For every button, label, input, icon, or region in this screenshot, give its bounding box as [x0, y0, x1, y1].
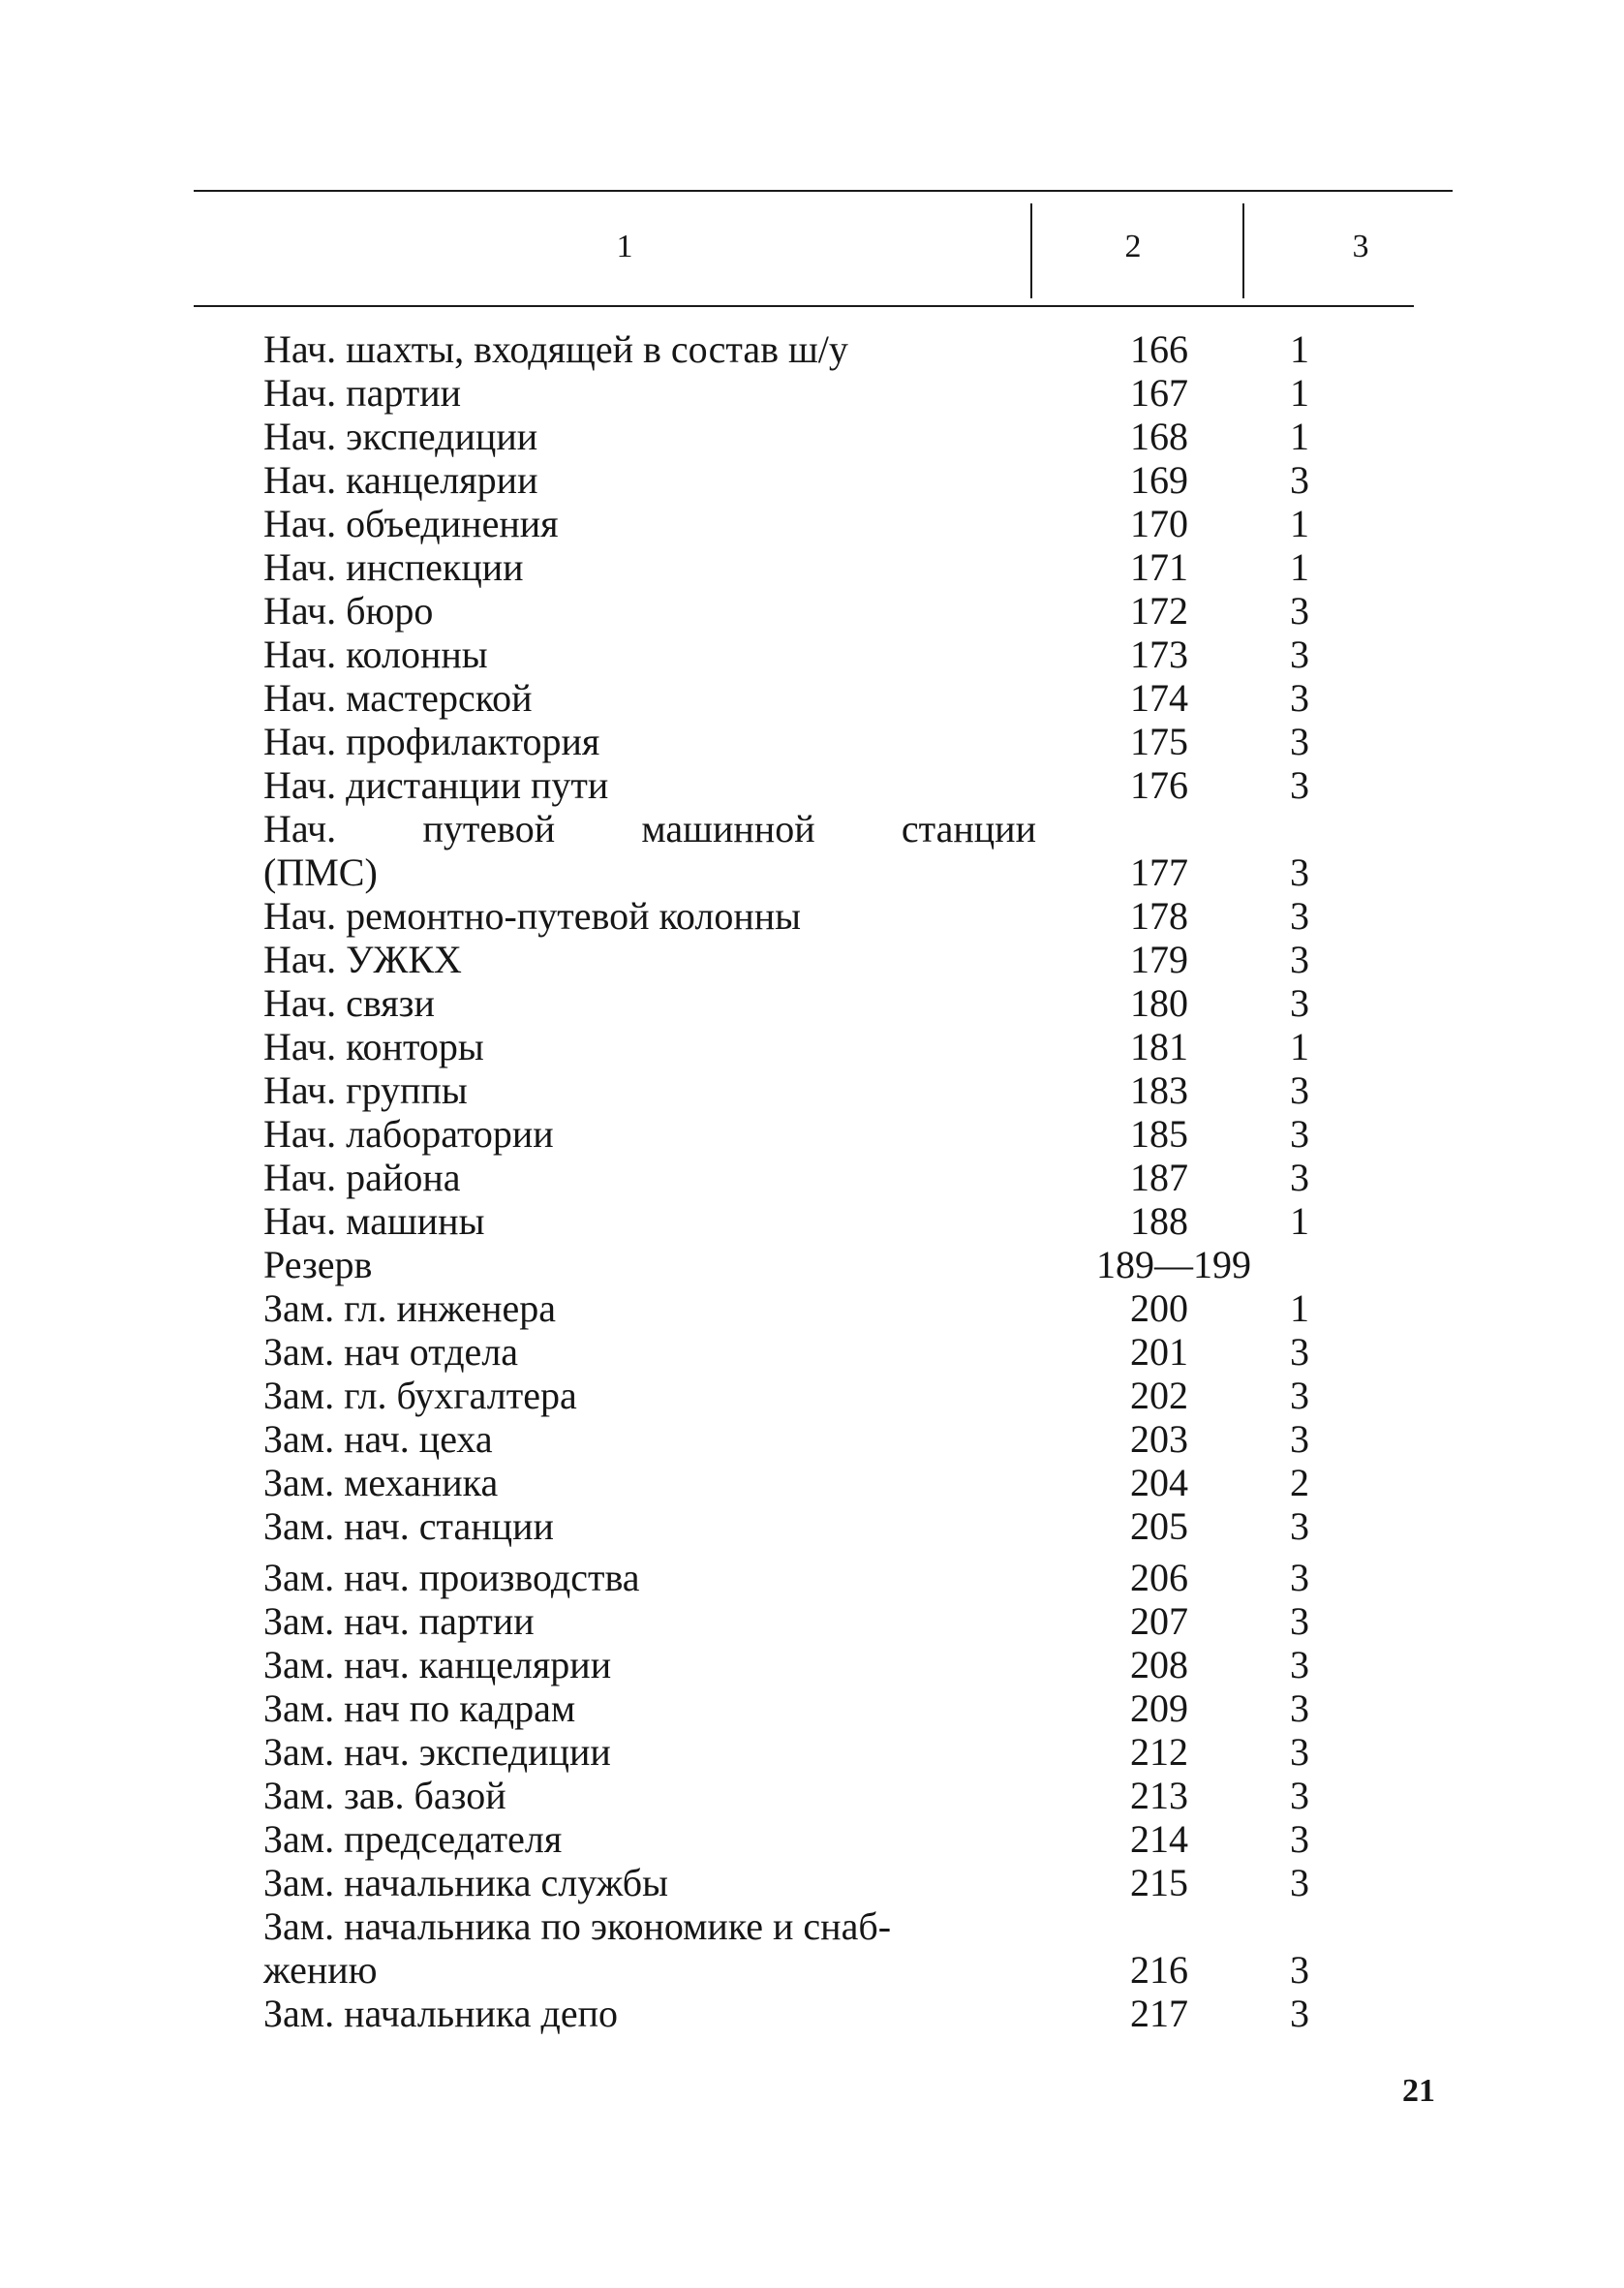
- position-category: 1: [1290, 1199, 1309, 1243]
- position-title: Зам. начальника службы: [263, 1861, 669, 1904]
- position-category: 3: [1290, 763, 1309, 807]
- table-row: [263, 327, 1377, 371]
- position-category: 3: [1290, 1948, 1309, 1992]
- position-category: 3: [1290, 1599, 1309, 1643]
- position-code: 206: [1130, 1556, 1188, 1599]
- position-code: 180: [1130, 981, 1188, 1025]
- position-category: 1: [1290, 1025, 1309, 1068]
- position-category: 3: [1290, 1861, 1309, 1904]
- position-title: Нач. объединения: [263, 502, 559, 545]
- position-category: 1: [1290, 371, 1309, 415]
- position-category: 3: [1290, 1330, 1309, 1374]
- position-code: 185: [1130, 1112, 1188, 1156]
- position-code: 209: [1130, 1686, 1188, 1730]
- position-category: 3: [1290, 1068, 1309, 1112]
- table-row: [263, 1243, 1377, 1286]
- table-row: [263, 458, 1377, 502]
- position-code: 171: [1130, 545, 1188, 589]
- position-title: Нач. группы: [263, 1068, 468, 1112]
- position-code: 166: [1130, 327, 1188, 371]
- position-title: Зам. нач отдела: [263, 1330, 519, 1374]
- table-row: [263, 1774, 1377, 1817]
- position-title: Зам. гл. инженера: [263, 1286, 557, 1330]
- table-row: [263, 1686, 1377, 1730]
- position-category: 3: [1290, 1992, 1309, 2035]
- position-category: 1: [1290, 327, 1309, 371]
- table-header-rule: [194, 305, 1414, 307]
- position-code: 205: [1130, 1504, 1188, 1548]
- position-category: 3: [1290, 1556, 1309, 1599]
- position-category: 3: [1290, 1374, 1309, 1417]
- table-row: [263, 633, 1377, 676]
- column-divider-1: [1030, 203, 1032, 298]
- position-code: 204: [1130, 1461, 1188, 1504]
- table-row: [263, 1286, 1377, 1330]
- position-title: Нач. бюро: [263, 589, 434, 633]
- table-row: [263, 676, 1377, 720]
- position-title: Нач. района: [263, 1156, 461, 1199]
- table-row: [263, 1199, 1377, 1243]
- position-title: (ПМС): [263, 850, 378, 894]
- table-row: [263, 1025, 1377, 1068]
- position-category: 3: [1290, 1730, 1309, 1774]
- position-code: 183: [1130, 1068, 1188, 1112]
- position-code: 179: [1130, 938, 1188, 981]
- position-category: 3: [1290, 589, 1309, 633]
- position-title: Резерв: [263, 1243, 373, 1286]
- position-code: 208: [1130, 1643, 1188, 1686]
- table-row: [263, 1068, 1377, 1112]
- table-row: [263, 1504, 1377, 1548]
- position-title: Зам. нач. партии: [263, 1599, 535, 1643]
- table-row: [263, 371, 1377, 415]
- position-code: 213: [1130, 1774, 1188, 1817]
- position-code: 178: [1130, 894, 1188, 938]
- position-title: Зам. зав. базой: [263, 1774, 506, 1817]
- table-row: [263, 1417, 1377, 1461]
- table-row: [263, 894, 1377, 938]
- table-row: [263, 589, 1377, 633]
- table-row: [263, 1461, 1377, 1504]
- position-code: 216: [1130, 1948, 1188, 1992]
- position-code: 176: [1130, 763, 1188, 807]
- position-category: 3: [1290, 720, 1309, 763]
- table-row: [263, 1904, 1377, 1948]
- table-row: [263, 545, 1377, 589]
- position-code: 207: [1130, 1599, 1188, 1643]
- position-title: Нач. колонны: [263, 633, 488, 676]
- position-code: 168: [1130, 415, 1188, 458]
- position-code: 181: [1130, 1025, 1188, 1068]
- table-row: [263, 1156, 1377, 1199]
- position-code: 170: [1130, 502, 1188, 545]
- position-title: Нач. УЖКХ: [263, 938, 462, 981]
- position-title: Нач. конторы: [263, 1025, 484, 1068]
- position-category: 3: [1290, 1504, 1309, 1548]
- position-code: 203: [1130, 1417, 1188, 1461]
- position-title: Нач. машины: [263, 1199, 485, 1243]
- table-row: [263, 1599, 1377, 1643]
- position-title: Зам. гл. бухгалтера: [263, 1374, 577, 1417]
- position-title: Нач. экспедиции: [263, 415, 538, 458]
- position-category: 1: [1290, 415, 1309, 458]
- page-number: 21: [1402, 2073, 1435, 2109]
- position-title: Зам. нач. канцелярии: [263, 1643, 612, 1686]
- position-title: Зам. нач. производства: [263, 1556, 640, 1599]
- position-title: Зам. начальника депо: [263, 1992, 618, 2035]
- position-title: Нач. мастерской: [263, 676, 533, 720]
- position-code: 174: [1130, 676, 1188, 720]
- position-category: 3: [1290, 676, 1309, 720]
- position-title: Нач. канцелярии: [263, 458, 538, 502]
- table-row: [263, 1374, 1377, 1417]
- position-title: Нач. ремонтно-путевой колонны: [263, 894, 802, 938]
- position-title: Нач. инспекции: [263, 545, 524, 589]
- position-category: 3: [1290, 1643, 1309, 1686]
- position-category: 3: [1290, 458, 1309, 502]
- position-code: 212: [1130, 1730, 1188, 1774]
- position-title: Зам. начальника по экономике и снаб-: [263, 1904, 892, 1948]
- position-code: 215: [1130, 1861, 1188, 1904]
- position-title: Нач. дистанции пути: [263, 763, 609, 807]
- table-row: [263, 415, 1377, 458]
- position-code: 177: [1130, 850, 1188, 894]
- position-code: 214: [1130, 1817, 1188, 1861]
- position-code: 175: [1130, 720, 1188, 763]
- position-code: 172: [1130, 589, 1188, 633]
- position-title: Зам. нач по кадрам: [263, 1686, 576, 1730]
- position-category: 3: [1290, 1417, 1309, 1461]
- position-category: 3: [1290, 1686, 1309, 1730]
- table-row: [263, 1112, 1377, 1156]
- position-category: 3: [1290, 1774, 1309, 1817]
- position-category: 1: [1290, 1286, 1309, 1330]
- position-code: 173: [1130, 633, 1188, 676]
- column-divider-2: [1242, 203, 1244, 298]
- position-code: 188: [1130, 1199, 1188, 1243]
- position-category: 3: [1290, 1156, 1309, 1199]
- position-title: Зам. нач. станции: [263, 1504, 554, 1548]
- position-code: 167: [1130, 371, 1188, 415]
- position-title: Нач. путевой машинной станции: [263, 807, 1036, 850]
- table-row: [263, 502, 1377, 545]
- position-code: 217: [1130, 1992, 1188, 2035]
- table-row: [263, 1330, 1377, 1374]
- position-category: 3: [1290, 850, 1309, 894]
- position-code: 187: [1130, 1156, 1188, 1199]
- position-category: 2: [1290, 1461, 1309, 1504]
- position-code: 189—199: [1096, 1243, 1251, 1286]
- position-title: Зам. механика: [263, 1461, 499, 1504]
- position-title: Зам. председателя: [263, 1817, 563, 1861]
- table-top-rule: [194, 190, 1453, 192]
- position-code: 200: [1130, 1286, 1188, 1330]
- position-title: Зам. нач. экспедиции: [263, 1730, 611, 1774]
- column-header-3: 3: [1352, 229, 1369, 264]
- position-category: 3: [1290, 633, 1309, 676]
- position-title: Зам. нач. цеха: [263, 1417, 493, 1461]
- position-category: 1: [1290, 502, 1309, 545]
- table-row: [263, 1948, 1377, 1992]
- table-row: [263, 763, 1377, 807]
- position-category: 3: [1290, 938, 1309, 981]
- position-title: Нач. лаборатории: [263, 1112, 554, 1156]
- table-row: [263, 938, 1377, 981]
- position-title: жению: [263, 1948, 378, 1992]
- position-category: 3: [1290, 1817, 1309, 1861]
- position-code: 202: [1130, 1374, 1188, 1417]
- position-category: 3: [1290, 894, 1309, 938]
- column-header-1: 1: [616, 229, 633, 264]
- table-row: [263, 1730, 1377, 1774]
- table-row: [263, 807, 1377, 850]
- position-title: Нач. шахты, входящей в состав ш/у: [263, 327, 848, 371]
- position-title: Нач. партии: [263, 371, 462, 415]
- table-row: [263, 1992, 1377, 2035]
- column-header-2: 2: [1124, 229, 1142, 264]
- table-row: [263, 1817, 1377, 1861]
- position-title: Нач. связи: [263, 981, 435, 1025]
- table-row: [263, 981, 1377, 1025]
- position-code: 169: [1130, 458, 1188, 502]
- table-row: [263, 720, 1377, 763]
- table-body: [263, 327, 1377, 2035]
- position-code: 201: [1130, 1330, 1188, 1374]
- table-row: [263, 1556, 1377, 1599]
- position-category: 3: [1290, 981, 1309, 1025]
- table-row: [263, 1861, 1377, 1904]
- table-row: [263, 850, 1377, 894]
- position-category: 1: [1290, 545, 1309, 589]
- position-category: 3: [1290, 1112, 1309, 1156]
- position-title: Нач. профилактория: [263, 720, 600, 763]
- table-row: [263, 1643, 1377, 1686]
